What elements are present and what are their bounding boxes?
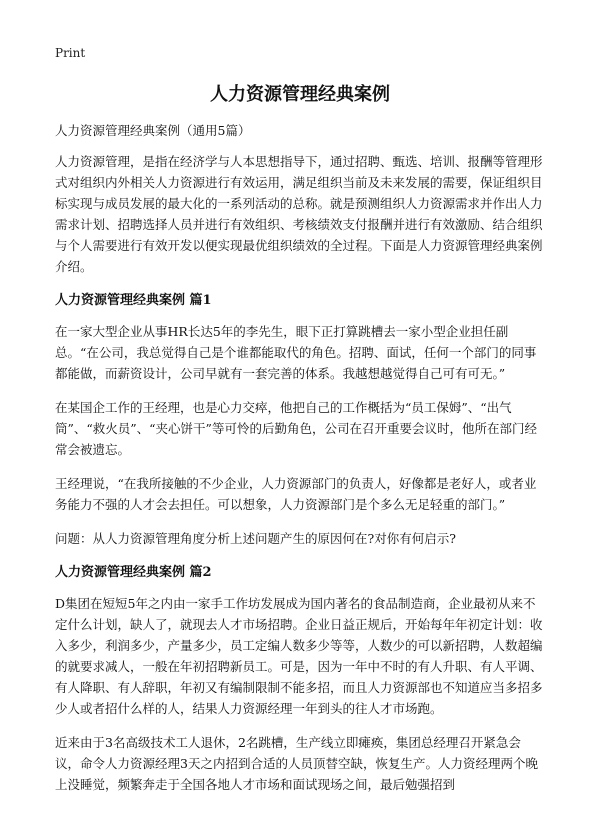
section-paragraph: 在一家大型企业从事HR长达5年的李先生，眼下正打算跳槽去一家小型企业担任副总。“在公司，我总觉得自己是个谁都能取代的角色。招聘、面试，任何一个部门的同事都能做，而薪资设计，公司早就有一套完善的体系。我越想越觉得自己可有可无。” <box>55 324 537 381</box>
print-link[interactable]: Print <box>55 46 86 60</box>
section-paragraph: 在某国企工作的王经理，也是心力交瘁，他把自己的工作概括为“员工保姆”、“出气筒”、“救火员”、“夹心饼干”等可怜的后勤角色，公司在召开重要会议时，他所在部门经常会被遗忘。 <box>55 400 537 457</box>
article-subtitle: 人力资源管理经典案例（通用5篇） <box>55 123 251 138</box>
section-heading: 人力资源管理经典案例 篇2 <box>55 565 212 580</box>
section-paragraph: D集团在短短5年之内由一家手工作坊发展成为国内著名的食品制造商，企业最初从来不定什么计划，缺人了，就现去人才市场招聘。企业日益正规后，开始每年年初定计划：收入多少，利润多少，产量多少，员工定编人数多少等等，人数少的可以新招聘，人数超编的就要求减人，一般在年初招聘新员工。可是，因为一年中不时的有人升职、有人平调、有人降职、有人辞职，年初又有编制限制不能多招，而且人力资源部也不知道应当多招多少人或者招什么样的人，结果人力资源经理一年到头的往人才市场跑。 <box>55 596 543 716</box>
section-heading: 人力资源管理经典案例 篇1 <box>55 293 212 308</box>
article-body <box>55 120 545 808</box>
section-paragraph: 王经理说，“在我所接触的不少企业，人力资源部门的负责人，好像都是老好人，或者业务能力不强的人才会去担任。可以想象，人力资源部门是个多么无足轻重的部门。” <box>55 476 537 512</box>
section-paragraph: 近来由于3名高级技术工人退休，2名跳槽，生产线立即瘫痪，集团总经理召开紧急会议，命令人力资源经理3天之内招到合适的人员顶替空缺，恢复生产。人力资经理两个晚上没睡觉，频繁奔走于全国各地人才市场和面试现场之间，最后勉强招到 <box>55 735 538 792</box>
intro-paragraph: 人力资源管理，是指在经济学与人本思想指导下，通过招聘、甄选、培训、报酬等管理形式对组织内外相关人力资源进行有效运用，满足组织当前及未来发展的需要，保证组织目标实现与成员发展的最大化的一系列活动的总称。就是预测组织人力资源需求并作出人力需求计划、招聘选择人员并进行有效组织、考核绩效支付报酬并进行有效激励、结合组织与个人需要进行有效开发以便实现最优组织绩效的全过程。下面是人力资源管理经典案例介绍。 <box>55 154 543 274</box>
page-title: 人力资源管理经典案例 <box>210 84 390 105</box>
section-question: 问题：从人力资源管理角度分析上述问题产生的原因何在?对你有何启示? <box>55 531 456 546</box>
